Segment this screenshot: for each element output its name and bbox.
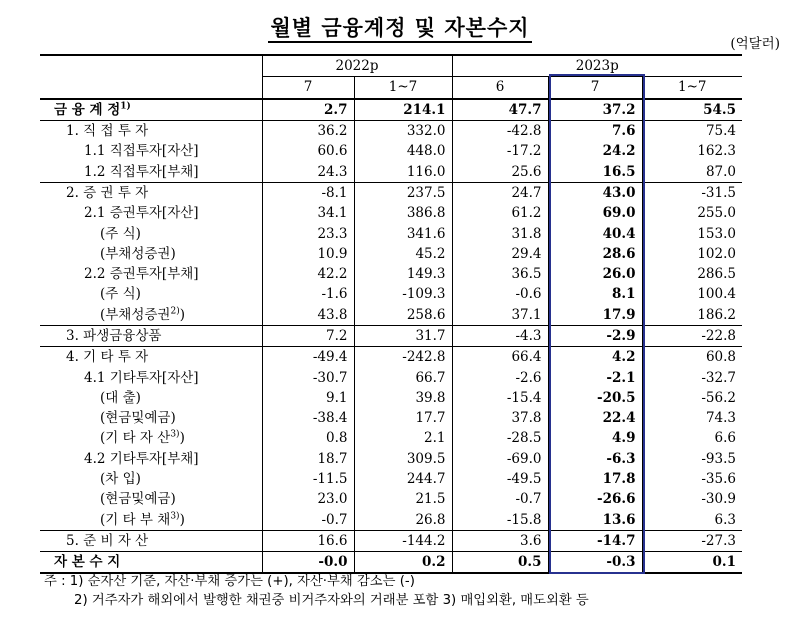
cell-value: 7.2 (262, 325, 354, 346)
table-row (40, 264, 742, 284)
cell-value: 6.6 (642, 428, 742, 448)
row-label: (주 식) (100, 225, 141, 242)
cell-value: 10.9 (262, 244, 354, 264)
cell-value: -0.7 (262, 510, 354, 531)
footnotes (44, 572, 589, 610)
cell-value: -15.8 (452, 510, 548, 531)
row-label: (기 타 부 채$^{3)}$) (100, 511, 185, 528)
table-row (40, 552, 742, 574)
table-row (40, 388, 742, 408)
row-label: (현금및예금) (100, 491, 176, 508)
cell-value: -28.5 (452, 428, 548, 448)
cell-value: 37.1 (452, 305, 548, 326)
cell-value: -242.8 (354, 347, 452, 368)
header-col: 1~7 (354, 77, 452, 99)
row-label: 4.2 기타투자[부채] (84, 450, 199, 467)
cell-value: -22.8 (642, 325, 742, 346)
cell-value: 6.3 (642, 510, 742, 531)
table-row (40, 347, 742, 368)
cell-value: 4.9 (548, 428, 642, 448)
cell-value: 258.6 (354, 305, 452, 326)
header-col: 6 (452, 77, 548, 99)
cell-value: 341.6 (354, 223, 452, 243)
cell-value: -4.3 (452, 325, 548, 346)
header-col: 7 (548, 77, 642, 99)
cell-value: 21.5 (354, 489, 452, 509)
row-label: 1.2 직접투자[부채] (84, 163, 199, 180)
table-row (40, 120, 742, 141)
unit-label: (억달러) (730, 36, 780, 52)
table-row (40, 161, 742, 182)
cell-value: -0.7 (452, 489, 548, 509)
cell-value: 17.9 (548, 305, 642, 326)
cell-value: -0.3 (548, 552, 642, 574)
row-label: 5. 준 비 자 산 (40, 530, 262, 551)
cell-value: -17.2 (452, 141, 548, 161)
table-row (40, 284, 742, 304)
cell-value: 60.6 (262, 141, 354, 161)
cell-value: -144.2 (354, 530, 452, 551)
cell-value: 31.8 (452, 223, 548, 243)
cell-value: 186.2 (642, 305, 742, 326)
cell-value: 100.4 (642, 284, 742, 304)
cell-value: 87.0 (642, 161, 742, 182)
cell-value: -38.4 (262, 408, 354, 428)
table-row (40, 489, 742, 509)
table-row (40, 99, 742, 121)
table-row (40, 510, 742, 531)
cell-value: -69.0 (452, 449, 548, 469)
cell-value: 26.8 (354, 510, 452, 531)
table-row (40, 182, 742, 203)
cell-value: 37.2 (548, 99, 642, 121)
row-label: (대 출) (100, 389, 141, 406)
cell-value: 25.6 (452, 161, 548, 182)
table-row (40, 141, 742, 161)
table-row (40, 223, 742, 243)
header-col: 7 (262, 77, 354, 99)
cell-value: 7.6 (548, 120, 642, 141)
table-row (40, 469, 742, 489)
cell-value: 66.4 (452, 347, 548, 368)
cell-value: 448.0 (354, 141, 452, 161)
cell-value: 244.7 (354, 469, 452, 489)
cell-value: 116.0 (354, 161, 452, 182)
cell-value: -8.1 (262, 182, 354, 203)
cell-value: 31.7 (354, 325, 452, 346)
cell-value: 22.4 (548, 408, 642, 428)
cell-value: -31.5 (642, 182, 742, 203)
cell-value: 37.8 (452, 408, 548, 428)
cell-value: 162.3 (642, 141, 742, 161)
cell-value: 43.0 (548, 182, 642, 203)
cell-value: 16.6 (262, 530, 354, 551)
cell-value: 386.8 (354, 203, 452, 223)
cell-value: 36.5 (452, 264, 548, 284)
cell-value: 36.2 (262, 120, 354, 141)
cell-value: -35.6 (642, 469, 742, 489)
cell-value: -93.5 (642, 449, 742, 469)
row-label: 2. 증 권 투 자 (40, 182, 262, 203)
cell-value: 8.1 (548, 284, 642, 304)
cell-value: 18.7 (262, 449, 354, 469)
header-2023: 2023p (452, 55, 742, 77)
row-label: 4. 기 타 투 자 (40, 347, 262, 368)
cell-value: -32.7 (642, 367, 742, 387)
cell-value: 42.2 (262, 264, 354, 284)
cell-value: 13.6 (548, 510, 642, 531)
cell-value: -2.6 (452, 367, 548, 387)
table-row (40, 325, 742, 346)
cell-value: 47.7 (452, 99, 548, 121)
row-label: (차 입) (100, 471, 141, 488)
cell-value: -56.2 (642, 388, 742, 408)
cell-value: 255.0 (642, 203, 742, 223)
cell-value: 332.0 (354, 120, 452, 141)
row-label: 금 융 계 정$^{1)}$ (54, 101, 131, 118)
cell-value: 34.1 (262, 203, 354, 223)
cell-value: -30.9 (642, 489, 742, 509)
table-row (40, 244, 742, 264)
cell-value: 214.1 (354, 99, 452, 121)
cell-value: 17.8 (548, 469, 642, 489)
table-row (40, 428, 742, 448)
cell-value: 4.2 (548, 347, 642, 368)
cell-value: -1.6 (262, 284, 354, 304)
cell-value: -11.5 (262, 469, 354, 489)
page-title: 월별 금융계정 및 자본수지 (0, 12, 800, 42)
cell-value: 17.7 (354, 408, 452, 428)
table-row (40, 530, 742, 551)
row-label: (주 식) (100, 286, 141, 303)
cell-value: 75.4 (642, 120, 742, 141)
row-label: 1. 직 접 투 자 (40, 120, 262, 141)
cell-value: -2.9 (548, 325, 642, 346)
row-label: 2.2 증권투자[부채] (84, 266, 199, 283)
cell-value: -109.3 (354, 284, 452, 304)
table-row (40, 305, 742, 326)
cell-value: 309.5 (354, 449, 452, 469)
footnote-line: 주 : 1) 순자산 기준, 자산·부채 증가는 (+), 자산·부채 감소는 (-) (44, 574, 415, 589)
cell-value: -27.3 (642, 530, 742, 551)
cell-value: 74.3 (642, 408, 742, 428)
cell-value: 24.7 (452, 182, 548, 203)
cell-value: 60.8 (642, 347, 742, 368)
cell-value: -20.5 (548, 388, 642, 408)
header-col: 1~7 (642, 77, 742, 99)
cell-value: -15.4 (452, 388, 548, 408)
cell-value: 23.0 (262, 489, 354, 509)
table-row (40, 449, 742, 469)
cell-value: 26.0 (548, 264, 642, 284)
cell-value: 24.2 (548, 141, 642, 161)
cell-value: 69.0 (548, 203, 642, 223)
row-label: (현금및예금) (100, 410, 176, 427)
cell-value: 39.8 (354, 388, 452, 408)
row-label: 1.1 직접투자[자산] (84, 143, 199, 160)
cell-value: -49.5 (452, 469, 548, 489)
cell-value: 0.2 (354, 552, 452, 574)
cell-value: -42.8 (452, 120, 548, 141)
table-row (40, 367, 742, 387)
row-label: (부채성증권) (100, 245, 176, 262)
cell-value: 54.5 (642, 99, 742, 121)
header-2022: 2022p (262, 55, 452, 77)
cell-value: -49.4 (262, 347, 354, 368)
row-label: 자 본 수 지 (40, 552, 262, 574)
row-label: 2.1 증권투자[자산] (84, 205, 199, 222)
cell-value: 0.8 (262, 428, 354, 448)
footnote-line: 2) 거주자가 해외에서 발행한 채권중 비거주자와의 거래분 포함 3) 매입외환, 매도외환 등 (74, 593, 589, 608)
table-row (40, 408, 742, 428)
cell-value: 9.1 (262, 388, 354, 408)
cell-value: -30.7 (262, 367, 354, 387)
row-label: 3. 파생금융상품 (40, 325, 262, 346)
row-label: 4.1 기타투자[자산] (84, 369, 199, 386)
cell-value: 2.7 (262, 99, 354, 121)
cell-value: -0.0 (262, 552, 354, 574)
cell-value: 28.6 (548, 244, 642, 264)
cell-value: -6.3 (548, 449, 642, 469)
cell-value: -14.7 (548, 530, 642, 551)
cell-value: -2.1 (548, 367, 642, 387)
cell-value: 61.2 (452, 203, 548, 223)
cell-value: 43.8 (262, 305, 354, 326)
cell-value: 24.3 (262, 161, 354, 182)
row-label: (부채성증권$^{2)}$) (100, 306, 186, 323)
row-label: (기 타 자 산$^{3)}$) (100, 429, 185, 447)
cell-value: 0.1 (642, 552, 742, 574)
cell-value: 153.0 (642, 223, 742, 243)
cell-value: 23.3 (262, 223, 354, 243)
cell-value: 286.5 (642, 264, 742, 284)
cell-value: 66.7 (354, 367, 452, 387)
cell-value: -26.6 (548, 489, 642, 509)
cell-value: 45.2 (354, 244, 452, 264)
cell-value: 3.6 (452, 530, 548, 551)
table-row (40, 203, 742, 223)
cell-value: -0.6 (452, 284, 548, 304)
financial-account-table (40, 54, 742, 574)
cell-value: 40.4 (548, 223, 642, 243)
cell-value: 102.0 (642, 244, 742, 264)
cell-value: 237.5 (354, 182, 452, 203)
cell-value: 0.5 (452, 552, 548, 574)
cell-value: 2.1 (354, 428, 452, 448)
cell-value: 149.3 (354, 264, 452, 284)
cell-value: 29.4 (452, 244, 548, 264)
cell-value: 16.5 (548, 161, 642, 182)
